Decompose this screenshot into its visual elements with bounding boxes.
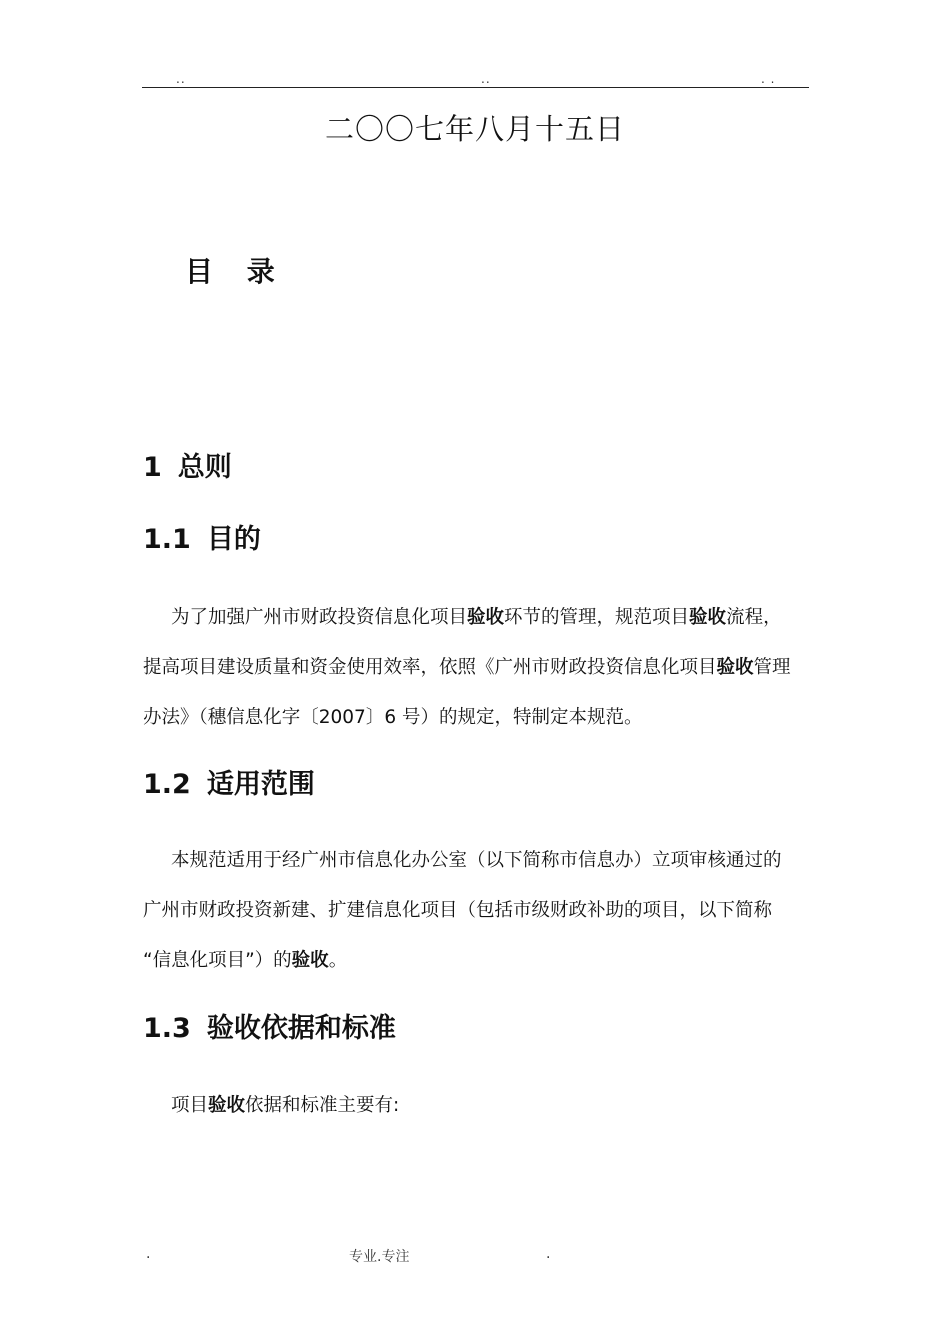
paragraph-line (143, 693, 811, 743)
paragraph-line (143, 643, 811, 693)
text-run: 提高项目建设质量和资金使用效率，依照《广州市财政投资信息化项目 (143, 657, 717, 678)
text-run: 环节的管理，规范项目 (504, 607, 690, 628)
section-title: 总则 (177, 452, 232, 483)
paragraph-line (143, 593, 811, 643)
section-1-1-heading (143, 517, 261, 556)
header-rule (142, 87, 809, 88)
text-run: 依据和标准主要有: (245, 1095, 400, 1116)
section-number: 1.1 (143, 524, 191, 555)
text-run: 流程， (726, 607, 782, 628)
section-title: 适用范围 (206, 769, 315, 800)
footer-text: 专业.专注 (349, 1249, 410, 1265)
paragraph-line (143, 836, 811, 886)
document-date: 二〇〇七年八月十五日 (324, 112, 625, 146)
footer-dot-left: . (146, 1246, 151, 1262)
paragraph-line (143, 886, 811, 936)
bold-term: 验收 (291, 950, 329, 971)
text-run: 为了加强广州市财政投资信息化项目 (171, 607, 468, 628)
header-dots-left: .. (176, 72, 186, 86)
section-1-heading (143, 445, 232, 484)
bold-term: 验收 (208, 1095, 246, 1116)
text-run: 广州市财政投资新建、扩建信息化项目（包括市级财政补助的项目，以下简称 (143, 900, 773, 921)
section-1-1-paragraph (143, 593, 811, 743)
bold-term: 验收 (467, 607, 505, 628)
paragraph-line (143, 1081, 811, 1131)
section-number: 1.3 (143, 1013, 191, 1044)
bold-term: 验收 (716, 657, 754, 678)
bold-term: 验收 (689, 607, 727, 628)
section-1-3-heading (143, 1006, 396, 1045)
header-dots-right: . . (761, 72, 776, 86)
toc-title: 目 录 (185, 255, 287, 288)
text-run: 管理 (753, 657, 791, 678)
footer-dot-right: . (546, 1246, 551, 1262)
header-dots-center: .. (481, 72, 491, 86)
section-number: 1.2 (143, 769, 191, 800)
paragraph-line (143, 936, 811, 986)
text-run: 办法》（穗信息化字〔2007〕6 号）的规定，特制定本规范。 (143, 707, 643, 728)
section-1-2-paragraph (143, 836, 811, 986)
section-number: 1 (143, 452, 162, 483)
text-run: “信息化项目”）的 (143, 950, 292, 971)
section-1-2-heading (143, 762, 315, 801)
text-run: 本规范适用于经广州市信息化办公室（以下简称市信息办）立项审核通过的 (171, 850, 782, 871)
section-title: 验收依据和标准 (206, 1013, 396, 1044)
text-run: 项目 (171, 1095, 209, 1116)
section-1-3-paragraph (143, 1081, 811, 1131)
section-title: 目的 (206, 524, 261, 555)
text-run: 。 (328, 950, 348, 971)
